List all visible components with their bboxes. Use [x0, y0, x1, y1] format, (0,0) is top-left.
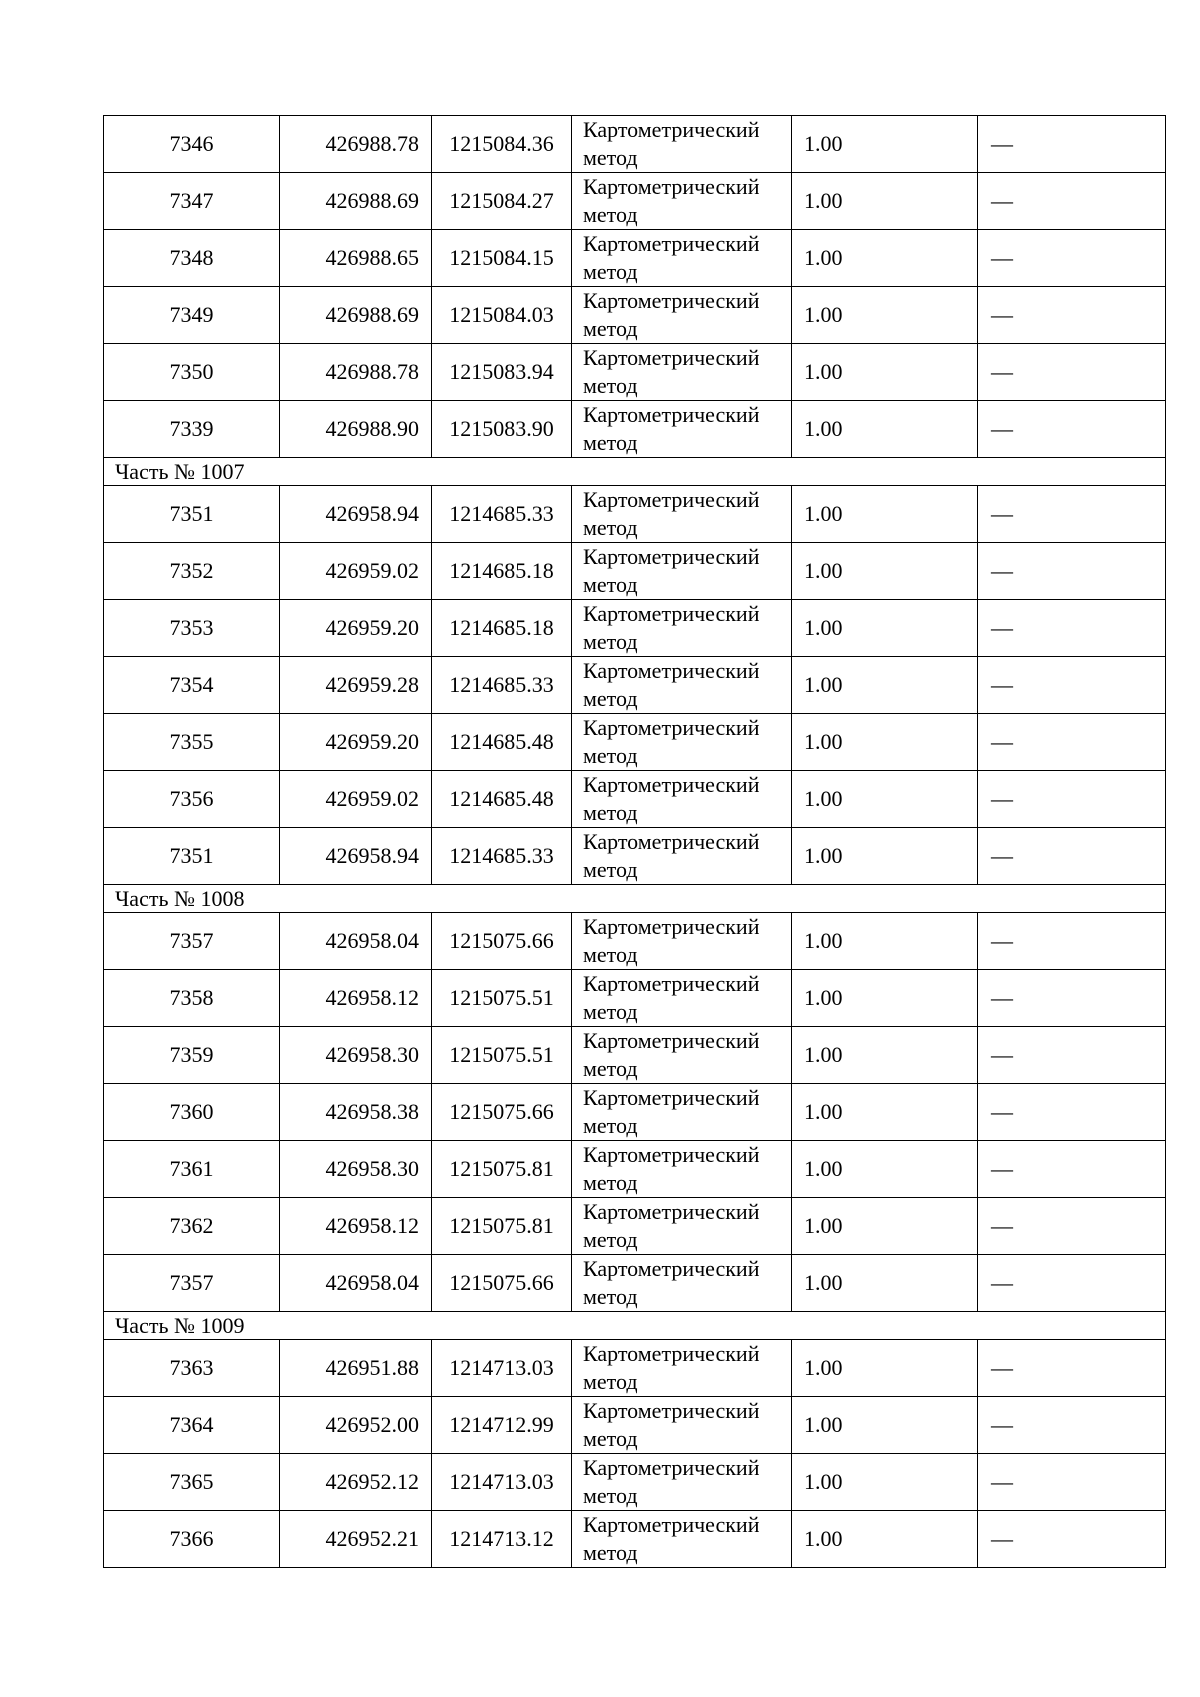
point-number-cell: 7350	[104, 344, 280, 401]
y-coordinate-cell: 1215083.94	[432, 344, 572, 401]
point-number-cell: 7348	[104, 230, 280, 287]
dash-cell: —	[978, 1084, 1166, 1141]
y-coordinate-cell: 1214685.48	[432, 771, 572, 828]
method-cell: Картометрический метод	[572, 543, 792, 600]
method-cell: Картометрический метод	[572, 1027, 792, 1084]
point-number-cell: 7339	[104, 401, 280, 458]
method-cell: Картометрический метод	[572, 486, 792, 543]
x-coordinate-cell: 426958.38	[280, 1084, 432, 1141]
section-header-row	[104, 885, 1166, 913]
x-coordinate-cell: 426959.28	[280, 657, 432, 714]
x-coordinate-cell: 426958.30	[280, 1027, 432, 1084]
x-coordinate-cell: 426988.78	[280, 116, 432, 173]
accuracy-cell: 1.00	[792, 714, 978, 771]
section-title: Часть № 1008	[104, 885, 1166, 913]
y-coordinate-cell: 1215083.90	[432, 401, 572, 458]
accuracy-cell: 1.00	[792, 173, 978, 230]
table-row	[104, 543, 1166, 600]
y-coordinate-cell: 1215075.66	[432, 1255, 572, 1312]
accuracy-cell: 1.00	[792, 657, 978, 714]
point-number-cell: 7359	[104, 1027, 280, 1084]
section-title: Часть № 1009	[104, 1312, 1166, 1340]
table-row	[104, 1397, 1166, 1454]
point-number-cell: 7352	[104, 543, 280, 600]
dash-cell: —	[978, 970, 1166, 1027]
dash-cell: —	[978, 486, 1166, 543]
method-cell: Картометрический метод	[572, 287, 792, 344]
method-cell: Картометрический метод	[572, 1454, 792, 1511]
table-row	[104, 173, 1166, 230]
point-number-cell: 7351	[104, 828, 280, 885]
y-coordinate-cell: 1215084.27	[432, 173, 572, 230]
table-row	[104, 714, 1166, 771]
method-cell: Картометрический метод	[572, 970, 792, 1027]
x-coordinate-cell: 426952.00	[280, 1397, 432, 1454]
method-cell: Картометрический метод	[572, 1198, 792, 1255]
table-row	[104, 230, 1166, 287]
method-cell: Картометрический метод	[572, 771, 792, 828]
table-row	[104, 771, 1166, 828]
x-coordinate-cell: 426988.69	[280, 173, 432, 230]
method-cell: Картометрический метод	[572, 1141, 792, 1198]
dash-cell: —	[978, 913, 1166, 970]
method-cell: Картометрический метод	[572, 401, 792, 458]
point-number-cell: 7362	[104, 1198, 280, 1255]
y-coordinate-cell: 1214685.33	[432, 828, 572, 885]
point-number-cell: 7364	[104, 1397, 280, 1454]
table-row	[104, 486, 1166, 543]
point-number-cell: 7365	[104, 1454, 280, 1511]
accuracy-cell: 1.00	[792, 230, 978, 287]
accuracy-cell: 1.00	[792, 543, 978, 600]
dash-cell: —	[978, 771, 1166, 828]
table-row	[104, 1198, 1166, 1255]
point-number-cell: 7357	[104, 913, 280, 970]
point-number-cell: 7358	[104, 970, 280, 1027]
y-coordinate-cell: 1214685.48	[432, 714, 572, 771]
x-coordinate-cell: 426958.12	[280, 1198, 432, 1255]
method-cell: Картометрический метод	[572, 1255, 792, 1312]
method-cell: Картометрический метод	[572, 1084, 792, 1141]
x-coordinate-cell: 426958.94	[280, 828, 432, 885]
x-coordinate-cell: 426958.04	[280, 913, 432, 970]
accuracy-cell: 1.00	[792, 828, 978, 885]
section-header-row	[104, 458, 1166, 486]
point-number-cell: 7346	[104, 116, 280, 173]
dash-cell: —	[978, 344, 1166, 401]
y-coordinate-cell: 1214685.18	[432, 543, 572, 600]
y-coordinate-cell: 1215084.15	[432, 230, 572, 287]
method-cell: Картометрический метод	[572, 116, 792, 173]
table-row	[104, 1255, 1166, 1312]
method-cell: Картометрический метод	[572, 1340, 792, 1397]
accuracy-cell: 1.00	[792, 1454, 978, 1511]
table-row	[104, 344, 1166, 401]
dash-cell: —	[978, 714, 1166, 771]
coordinates-table	[103, 115, 1166, 1568]
method-cell: Картометрический метод	[572, 828, 792, 885]
x-coordinate-cell: 426958.04	[280, 1255, 432, 1312]
point-number-cell: 7360	[104, 1084, 280, 1141]
method-cell: Картометрический метод	[572, 344, 792, 401]
table-row	[104, 1454, 1166, 1511]
method-cell: Картометрический метод	[572, 1511, 792, 1568]
table-row	[104, 828, 1166, 885]
section-title: Часть № 1007	[104, 458, 1166, 486]
accuracy-cell: 1.00	[792, 600, 978, 657]
dash-cell: —	[978, 657, 1166, 714]
accuracy-cell: 1.00	[792, 486, 978, 543]
accuracy-cell: 1.00	[792, 1340, 978, 1397]
y-coordinate-cell: 1214712.99	[432, 1397, 572, 1454]
method-cell: Картометрический метод	[572, 714, 792, 771]
accuracy-cell: 1.00	[792, 344, 978, 401]
accuracy-cell: 1.00	[792, 1141, 978, 1198]
point-number-cell: 7361	[104, 1141, 280, 1198]
table-row	[104, 657, 1166, 714]
point-number-cell: 7353	[104, 600, 280, 657]
x-coordinate-cell: 426988.78	[280, 344, 432, 401]
y-coordinate-cell: 1215075.66	[432, 1084, 572, 1141]
y-coordinate-cell: 1214685.18	[432, 600, 572, 657]
point-number-cell: 7349	[104, 287, 280, 344]
x-coordinate-cell: 426958.30	[280, 1141, 432, 1198]
x-coordinate-cell: 426959.20	[280, 714, 432, 771]
table-body	[104, 116, 1166, 1568]
point-number-cell: 7357	[104, 1255, 280, 1312]
accuracy-cell: 1.00	[792, 287, 978, 344]
x-coordinate-cell: 426959.02	[280, 543, 432, 600]
dash-cell: —	[978, 1027, 1166, 1084]
dash-cell: —	[978, 828, 1166, 885]
dash-cell: —	[978, 173, 1166, 230]
method-cell: Картометрический метод	[572, 230, 792, 287]
accuracy-cell: 1.00	[792, 1511, 978, 1568]
x-coordinate-cell: 426952.21	[280, 1511, 432, 1568]
x-coordinate-cell: 426958.94	[280, 486, 432, 543]
accuracy-cell: 1.00	[792, 970, 978, 1027]
y-coordinate-cell: 1214713.03	[432, 1340, 572, 1397]
point-number-cell: 7347	[104, 173, 280, 230]
x-coordinate-cell: 426959.02	[280, 771, 432, 828]
x-coordinate-cell: 426951.88	[280, 1340, 432, 1397]
accuracy-cell: 1.00	[792, 1084, 978, 1141]
x-coordinate-cell: 426988.69	[280, 287, 432, 344]
dash-cell: —	[978, 1141, 1166, 1198]
y-coordinate-cell: 1215084.03	[432, 287, 572, 344]
point-number-cell: 7354	[104, 657, 280, 714]
table-row	[104, 600, 1166, 657]
y-coordinate-cell: 1215075.51	[432, 1027, 572, 1084]
table-row	[104, 1511, 1166, 1568]
table-row	[104, 1340, 1166, 1397]
dash-cell: —	[978, 1340, 1166, 1397]
dash-cell: —	[978, 1198, 1166, 1255]
point-number-cell: 7351	[104, 486, 280, 543]
y-coordinate-cell: 1214685.33	[432, 486, 572, 543]
dash-cell: —	[978, 287, 1166, 344]
accuracy-cell: 1.00	[792, 1397, 978, 1454]
point-number-cell: 7363	[104, 1340, 280, 1397]
accuracy-cell: 1.00	[792, 1255, 978, 1312]
x-coordinate-cell: 426988.65	[280, 230, 432, 287]
method-cell: Картометрический метод	[572, 657, 792, 714]
dash-cell: —	[978, 1454, 1166, 1511]
section-header-row	[104, 1312, 1166, 1340]
y-coordinate-cell: 1214713.12	[432, 1511, 572, 1568]
y-coordinate-cell: 1215075.81	[432, 1141, 572, 1198]
method-cell: Картометрический метод	[572, 1397, 792, 1454]
dash-cell: —	[978, 116, 1166, 173]
y-coordinate-cell: 1214713.03	[432, 1454, 572, 1511]
x-coordinate-cell: 426988.90	[280, 401, 432, 458]
x-coordinate-cell: 426952.12	[280, 1454, 432, 1511]
x-coordinate-cell: 426958.12	[280, 970, 432, 1027]
x-coordinate-cell: 426959.20	[280, 600, 432, 657]
dash-cell: —	[978, 1511, 1166, 1568]
accuracy-cell: 1.00	[792, 771, 978, 828]
accuracy-cell: 1.00	[792, 1027, 978, 1084]
dash-cell: —	[978, 1255, 1166, 1312]
point-number-cell: 7355	[104, 714, 280, 771]
dash-cell: —	[978, 401, 1166, 458]
dash-cell: —	[978, 543, 1166, 600]
table-row	[104, 116, 1166, 173]
point-number-cell: 7356	[104, 771, 280, 828]
method-cell: Картометрический метод	[572, 600, 792, 657]
table-row	[104, 287, 1166, 344]
table-row	[104, 913, 1166, 970]
dash-cell: —	[978, 600, 1166, 657]
y-coordinate-cell: 1215075.81	[432, 1198, 572, 1255]
table-row	[104, 401, 1166, 458]
accuracy-cell: 1.00	[792, 1198, 978, 1255]
dash-cell: —	[978, 230, 1166, 287]
table-row	[104, 1027, 1166, 1084]
y-coordinate-cell: 1214685.33	[432, 657, 572, 714]
table-row	[104, 1141, 1166, 1198]
accuracy-cell: 1.00	[792, 913, 978, 970]
dash-cell: —	[978, 1397, 1166, 1454]
table-row	[104, 1084, 1166, 1141]
table-row	[104, 970, 1166, 1027]
accuracy-cell: 1.00	[792, 116, 978, 173]
y-coordinate-cell: 1215075.66	[432, 913, 572, 970]
y-coordinate-cell: 1215075.51	[432, 970, 572, 1027]
method-cell: Картометрический метод	[572, 913, 792, 970]
accuracy-cell: 1.00	[792, 401, 978, 458]
method-cell: Картометрический метод	[572, 173, 792, 230]
y-coordinate-cell: 1215084.36	[432, 116, 572, 173]
point-number-cell: 7366	[104, 1511, 280, 1568]
